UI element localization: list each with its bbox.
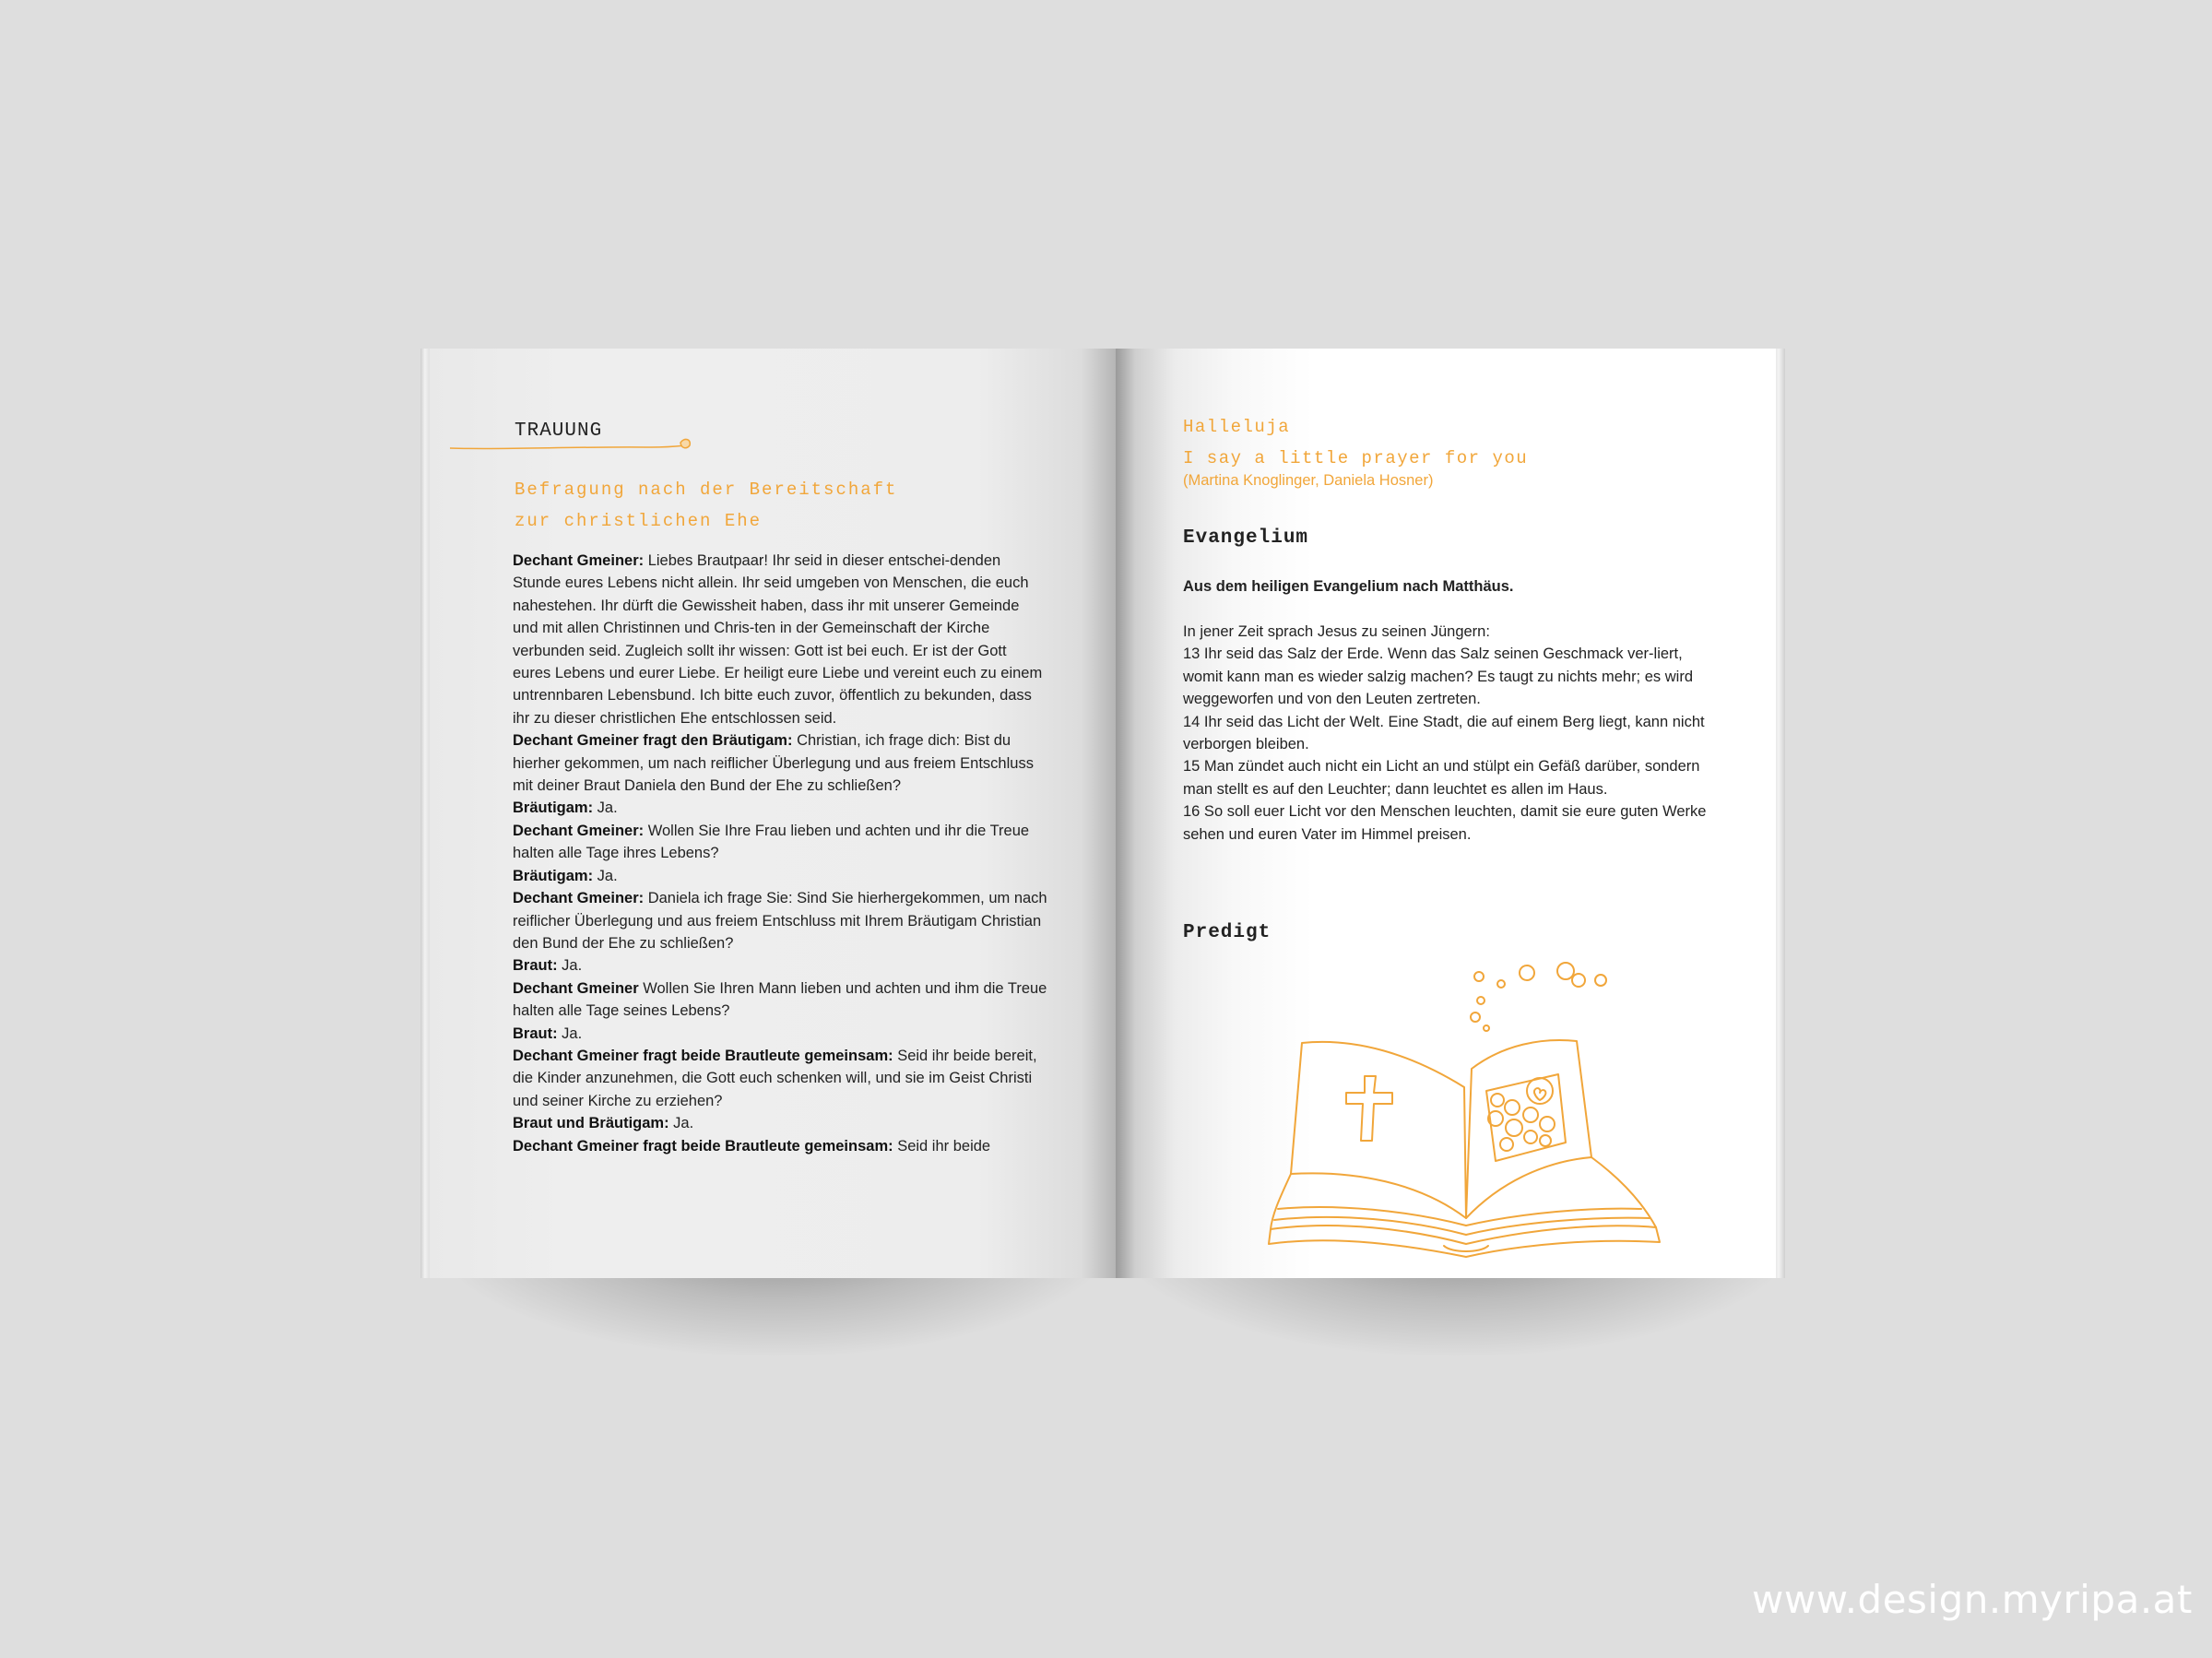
song-credit: (Martina Knoglinger, Daniela Hosner) bbox=[1183, 472, 1434, 489]
speaker: Dechant Gmeiner fragt beide Brautleute gemeinsam: bbox=[513, 1137, 893, 1155]
speaker: Dechant Gmeiner: bbox=[513, 890, 645, 907]
dialogue-text: Ja. bbox=[593, 799, 618, 817]
open-bible-icon bbox=[1254, 953, 1687, 1266]
dialogue-paragraph bbox=[513, 1112, 1047, 1134]
gospel-line: 16 So soll euer Licht vor den Menschen leuchten, damit sie eure guten Werke sehen und euren Vater im Himmel preisen. bbox=[1183, 803, 1707, 843]
dialogue-text: Seid ihr beide bereit, die Kinder anzunehmen, die Gott euch schenken will, und sie im Geist Christi und seiner Kirche zu erziehen? bbox=[513, 1047, 1037, 1109]
speaker: Dechant Gmeiner fragt beide Brautleute gemeinsam: bbox=[513, 1047, 893, 1064]
gospel-line: 14 Ihr seid das Licht der Welt. Eine Stadt, die auf einem Berg liegt, kann nicht verborgen bleiben. bbox=[1183, 713, 1705, 753]
dialogue-text: Wollen Sie Ihren Mann lieben und achten und ihm die Treue halten alle Tage seines Lebens? bbox=[513, 979, 1047, 1020]
speaker: Braut: bbox=[513, 957, 558, 975]
speaker: Dechant Gmeiner fragt den Bräutigam: bbox=[513, 732, 793, 750]
dialogue-paragraph bbox=[513, 729, 1047, 797]
dialogue-text: Ja. bbox=[557, 1024, 583, 1042]
right-page bbox=[1116, 349, 1776, 1278]
dialogue-paragraph bbox=[513, 1023, 1047, 1045]
section-subtitle bbox=[515, 474, 994, 537]
speaker: Dechant Gmeiner bbox=[513, 979, 639, 997]
dialogue-paragraph bbox=[513, 820, 1047, 865]
speaker: Braut: bbox=[513, 1024, 558, 1042]
dialogue-paragraph bbox=[513, 865, 1047, 887]
speaker: Bräutigam: bbox=[513, 799, 594, 817]
dialogue-paragraph bbox=[513, 1135, 1047, 1157]
dialogue-paragraph bbox=[513, 977, 1047, 1023]
dialogue-paragraph bbox=[513, 797, 1047, 819]
gospel-heading: Evangelium bbox=[1183, 527, 1309, 549]
speaker: Braut und Bräutigam: bbox=[513, 1115, 669, 1132]
speaker: Bräutigam: bbox=[513, 867, 594, 884]
dialogue-paragraph bbox=[513, 550, 1047, 729]
subtitle-line-2: zur christlichen Ehe bbox=[515, 511, 763, 531]
sermon-heading: Predigt bbox=[1183, 922, 1272, 943]
dialogue-text: Ja. bbox=[593, 867, 618, 884]
gospel-line: 13 Ihr seid das Salz der Erde. Wenn das Salz seinen Geschmack ver-liert, womit kann man es wieder salzig machen? Es taugt zu nichts mehr; es wird weggeworfen und von den Leuten zertreten. bbox=[1183, 645, 1693, 708]
subtitle-line-1: Befragung nach der Bereitschaft bbox=[515, 480, 898, 500]
dialogue-text: Wollen Sie Ihre Frau lieben und achten und ihr die Treue halten alle Tage ihres Lebens? bbox=[513, 822, 1030, 862]
section-title: TRAUUNG bbox=[515, 420, 603, 442]
dialogue-text: Ja. bbox=[557, 957, 583, 975]
dialogue-paragraph bbox=[513, 887, 1047, 954]
watermark: www.design.myripa.at bbox=[1752, 1577, 2193, 1622]
speaker: Dechant Gmeiner: bbox=[513, 822, 645, 839]
dialogue-text: Seid ihr beide bbox=[893, 1137, 991, 1155]
gospel-line: 15 Man zündet auch nicht ein Licht an und stülpt ein Gefäß darüber, sondern man stellt es auf den Leuchter; dann leuchtet es allen im Haus. bbox=[1183, 758, 1700, 798]
gospel-line: In jener Zeit sprach Jesus zu seinen Jüngern: bbox=[1183, 623, 1490, 640]
speaker: Dechant Gmeiner: bbox=[513, 552, 645, 569]
dialogue-paragraph bbox=[513, 954, 1047, 977]
gospel-text bbox=[1183, 621, 1709, 846]
dialogue-paragraph bbox=[513, 1045, 1047, 1112]
gospel-intro-text: Aus dem heiligen Evangelium nach Matthäus. bbox=[1183, 578, 1514, 595]
dialogue-text: Liebes Brautpaar! Ihr seid in dieser entschei-denden Stunde eures Lebens nicht allein. Ihr seid umgeben von Menschen, die euch nahestehen. Ihr dürft die Gewissheit haben, dass ihr mit unserer Gemeinde und mit allen Christinnen und Chris-ten in der Gemeinschaft der Kirche verbunden seid. Zugleich sollt ihr wissen: Gott ist bei euch. Er ist der Gott eures Lebens und eurer Liebe. Er heiligt eure Liebe und vereint euch zu einem untrennbaren Lebensbund. Ich bitte euch zuvor, öffentlich zu bekunden, dass ihr zu dieser christlichen Ehe entschlossen seid. bbox=[513, 552, 1043, 727]
title-underline-icon bbox=[448, 437, 697, 456]
song-label: Halleluja bbox=[1183, 417, 1291, 437]
gospel-intro bbox=[1183, 575, 1709, 598]
ceremony-dialogue bbox=[513, 550, 1047, 1157]
dialogue-text: Christian, ich frage dich: Bist du hierher gekommen, um nach reiflicher Überlegung und aus freiem Entschluss mit deiner Braut Daniela den Bund der Ehe zu schließen? bbox=[513, 732, 1034, 795]
dialogue-text: Daniela ich frage Sie: Sind Sie hierhergekommen, um nach reiflicher Überlegung und aus freiem Entschluss mit Ihrem Bräutigam Christian den Bund der Ehe zu schließen? bbox=[513, 890, 1047, 952]
dialogue-text: Ja. bbox=[668, 1115, 694, 1132]
song-title: I say a little prayer for you bbox=[1183, 448, 1529, 468]
left-page bbox=[430, 349, 1116, 1278]
